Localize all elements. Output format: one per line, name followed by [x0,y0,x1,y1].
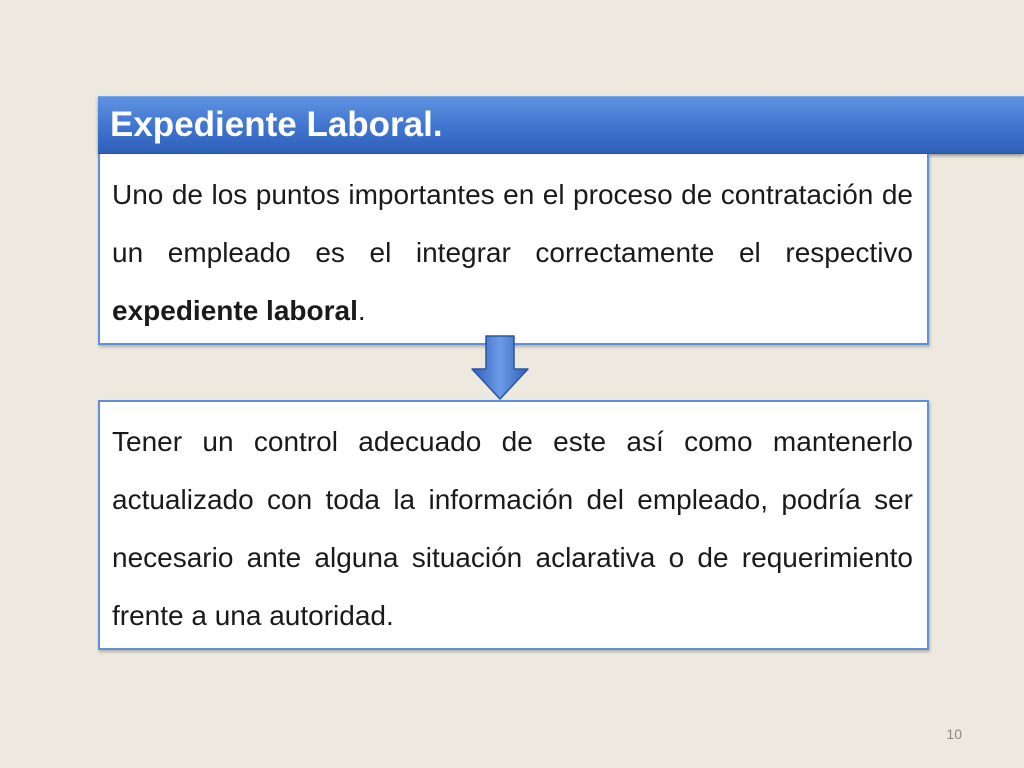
slide-title: Expediente Laboral. [110,105,443,144]
paragraph-1-text: Uno de los puntos importantes en el proceso de contratación de un empleado es el integrar correctamente el respectivo [112,179,913,268]
paragraph-1 [112,166,913,340]
content-box-1 [98,154,929,345]
paragraph-1-end: . [357,295,366,326]
down-arrow-icon [470,335,530,401]
page-number: 10 [946,726,962,742]
paragraph-2: Tener un control adecuado de este así como mantenerlo actualizado con toda la información del empleado, podría ser necesario ante alguna situación aclarativa o de requerimiento frente a una autoridad. [112,426,913,631]
content-box-2 [98,400,929,650]
paragraph-1-bold: expediente laboral [112,295,358,326]
title-bar [98,96,1024,154]
